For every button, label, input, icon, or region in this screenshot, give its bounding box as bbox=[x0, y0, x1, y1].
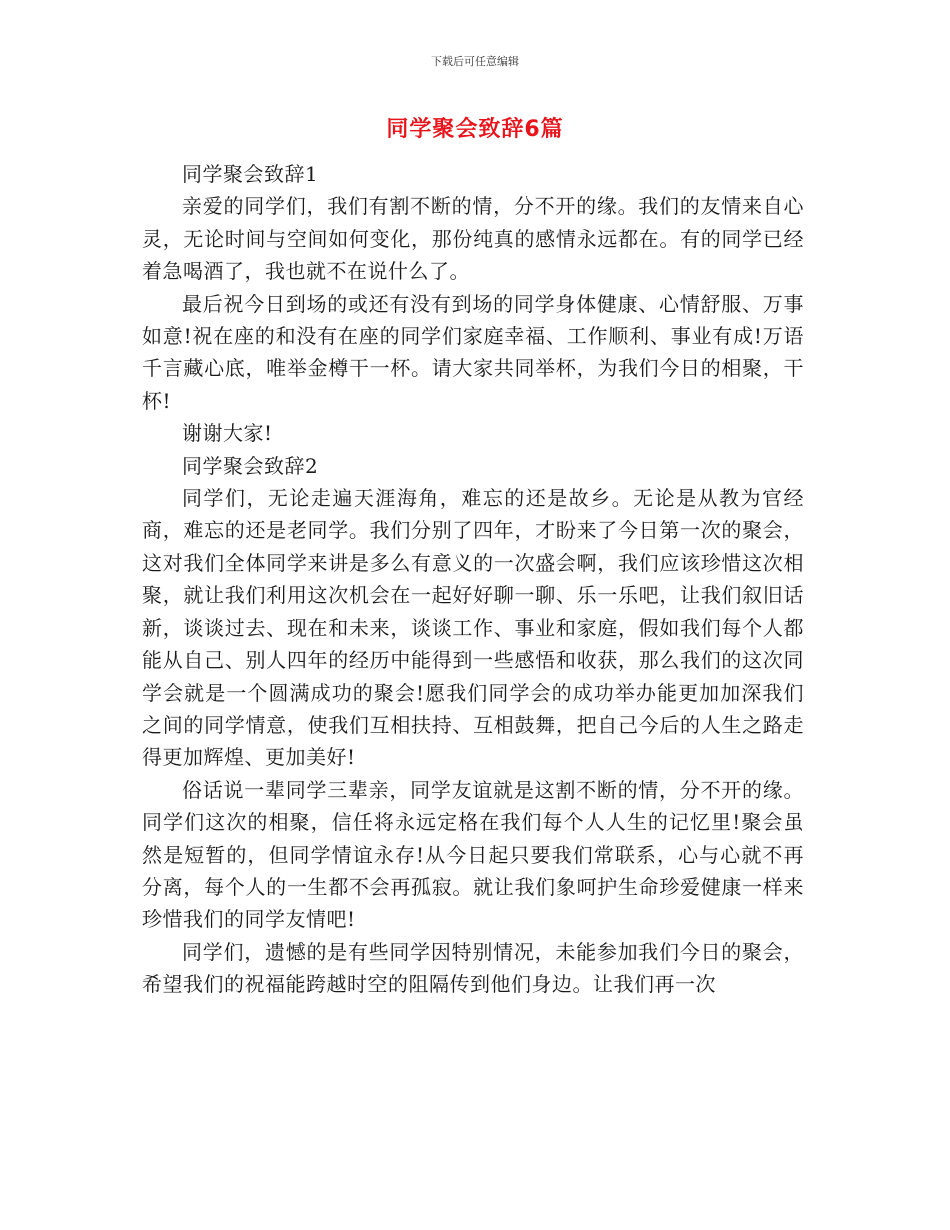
paragraph: 最后祝今日到场的或还有没有到场的同学身体健康、心情舒服、万事如意!祝在座的和没有在座的同学们家庭幸福、工作顺利、事业有成!万语千言藏心底，唯举金樽干一杯。请大家共同举杯，为我们今日的相聚，干杯! bbox=[142, 291, 804, 413]
section-heading-2: 同学聚会致辞2 bbox=[182, 453, 319, 478]
paragraph: 谢谢大家! bbox=[182, 421, 273, 446]
page-header-note: 下载后可任意编辑 bbox=[431, 55, 519, 68]
section-heading-1: 同学聚会致辞1 bbox=[182, 162, 319, 186]
paragraph: 俗话说一辈同学三辈亲，同学友谊就是这割不断的情，分不开的缘。同学们这次的相聚，信任将永远定格在我们每个人人生的记忆里!聚会虽然是短暂的，但同学情谊永存!从今日起只要我们常联系，心与心就不再分离，每个人的一生都不会再孤寂。就让我们象呵护生命珍爱健康一样来珍惜我们的同学友情吧! bbox=[142, 777, 804, 932]
paragraph: 同学们，遗憾的是有些同学因特别情况，未能参加我们今日的聚会，希望我们的祝福能跨越时空的阻隔传到他们身边。让我们再一次 bbox=[142, 939, 804, 997]
document-body bbox=[142, 158, 804, 1001]
document-title: 同学聚会致辞6篇 bbox=[386, 117, 564, 142]
paragraph: 同学们，无论走遍天涯海角，难忘的还是故乡。无论是从教为官经商，难忘的还是老同学。我们分别了四年，才盼来了今日第一次的聚会，这对我们全体同学来讲是多么有意义的一次盛会啊，我们应该珍惜这次相聚，就让我们利用这次机会在一起好好聊一聊、乐一乐吧，让我们叙旧话新，谈谈过去、现在和未来，谈谈工作、事业和家庭，假如我们每个人都能从自己、别人四年的经历中能得到一些感悟和收获，那么我们的这次同学会就是一个圆满成功的聚会!愿我们同学会的成功举办能更加加深我们之间的同学情意，使我们互相扶持、互相鼓舞，把自己今后的人生之路走得更加辉煌、更加美好! bbox=[142, 486, 804, 770]
paragraph: 亲爱的同学们，我们有割不断的情，分不开的缘。我们的友情来自心灵，无论时间与空间如何变化，那份纯真的感情永远都在。有的同学已经着急喝酒了，我也就不在说什么了。 bbox=[142, 194, 804, 284]
